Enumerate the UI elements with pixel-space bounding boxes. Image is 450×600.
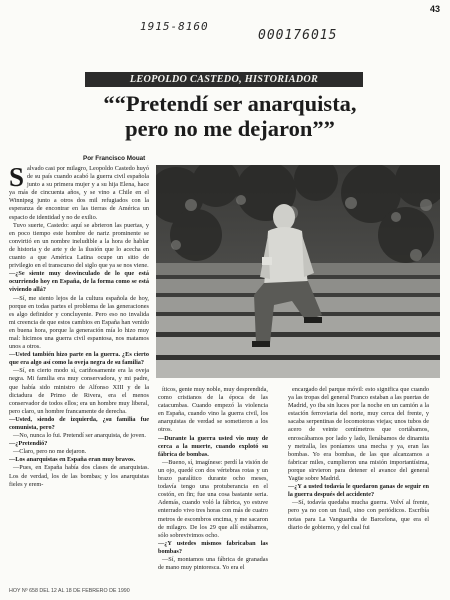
page-number: 43 — [429, 4, 440, 14]
article-paragraph: —No, nunca lo fui. Pretendí ser anarquista, de joven. — [13, 432, 146, 440]
handwritten-note: 1915-8160 — [140, 20, 209, 33]
interview-question: —¿Y a usted todavía le quedaron ganas de seguir en la guerra después del accidente? — [288, 483, 429, 499]
photo-portrait-on-steps — [156, 165, 440, 378]
interview-question: —¿Pretendió? — [9, 440, 48, 448]
article-paragraph: —Sí, montamos una fábrica de granadas de mano muy pintoresca. Yo era el — [158, 555, 268, 572]
interview-question: —¿Se siente muy desvinculado de lo que está ocurriendo hoy en España, de la forma como se está viviendo allá? — [9, 270, 149, 294]
headline — [40, 91, 420, 141]
handwritten-catalog-number: 000176015 — [258, 28, 338, 43]
issue-footer: HOY Nº 658 DEL 12 AL 18 DE FEBRERO DE 1990 — [9, 588, 130, 594]
interview-question: —¿Y ustedes mismos fabricaban las bombas? — [158, 539, 268, 555]
article-paragraph: —Claro, pero no me dejaron. — [13, 448, 87, 456]
article-paragraph: —Sí, me siento lejos de la cultura española de hoy, porque en todas partes el problema de las generaciones es algo definidor y concluyente. Pero eso no invalida mi creencia de que estos cambios en España han venido en buena hora, porque la generación mía lo hizo muy mal: hicimos una guerra civil espantosa, nos matamos unos a otros. — [9, 294, 149, 351]
article-paragraph: Tuvo suerte, Castedo: aquí se abrieron las puertas, y en poco tiempo este hombre de nariz prominente se convirtió en un nombre ineludible a la hora de hablar de historia y de arte y de la ilusión que lo acecha en cuanto a que América Latina ocupe un sitio de privilegio en el transcurso del siglo que ya se nos viene. — [9, 221, 149, 270]
interview-question: —Los anarquistas en España eran muy bravos. — [9, 456, 136, 464]
interview-question: —Durante la guerra usted vio muy de cerca a la muerte, cuando explotó su fábrica de bombas. — [158, 434, 268, 458]
article-paragraph: íticos, gente muy noble, muy desprendida, como cristianos de la época de las catacumbas. Cuando empezó la violencia en España, cuando vino la guerra civil, los anarquistas de verdad se sometieron a los otros. — [158, 386, 268, 434]
article-paragraph: alvado casi por milagro, Leopoldo Castedo huyó de su país cuando acabó la guerra civil española junto a su primera mujer y a su hija Elena, hace ya más de cincuenta años, y se vino a Chile en el Winnipeg junto a otros dos mil refugiados con la esperanza de encontrar en las tierras de América un espacio de identidad y no de exilio. — [9, 165, 149, 221]
byline: Por Francisco Mouat — [83, 155, 146, 162]
article-column-1 — [9, 165, 149, 582]
article-paragraph: —Pues, en España había dos clases de anarquistas. Los de verdad, los de las bombas; y los anarquistas fieles y erem- — [9, 464, 149, 488]
article-column-3 — [288, 386, 429, 584]
interview-question: —Usted, siendo de izquierda, ¿su familia fue comunista, pero? — [9, 415, 149, 431]
article-column-2 — [158, 386, 268, 584]
interview-question: —Usted también hizo parte en la guerra. ¿Es cierto que era algo así como la oveja negra de su familia? — [9, 351, 149, 367]
article-paragraph: —Sí, todavía quedaba mucha guerra. Volví al frente, pero ya no con un fusil, sino con periódicos. Escribía notas para La Vanguardia de Barcelona, que era el diario de gobierno, y del cual fui — [288, 499, 429, 531]
article-photo — [156, 165, 440, 378]
section-banner: LEOPOLDO CASTEDO, HISTORIADOR — [85, 72, 363, 87]
article-paragraph: —Sí, en cierto modo sí, cariñosamente era la oveja negra. Mi familia era muy conservadora, y mi padre, que había sido ministro de Alfonso XIII y de la dictadura de Primo de Rivera, era el menos conservador de todos ellos; era un hombre muy liberal, pero claro, un hombre francamente de derecha. — [9, 367, 149, 415]
drop-cap: S — [9, 165, 25, 192]
article-paragraph: —Bueno, sí, imagínese: perdí la visión de un ojo, quedé con dos vértebras rotas y un brazo paralítico durante ocho meses, todavía tengo una protuberancia en el costón, en fin; fue una cosa bastante seria. Además, cuando voló la fábrica, yo estuve enterrado vivo tres horas con más de cuatro metros de escombros encima, y me sacaron de milagro. De los 29 que allí estábamos, sólo sobrevivimos ocho. — [158, 458, 268, 539]
headline-line-1: ““Pretendí ser anarquista, — [103, 91, 357, 116]
headline-line-2: pero no me dejaron”” — [125, 116, 335, 141]
article-paragraph: encargado del parque móvil: esto significa que cuando ya las tropas del general Franco estaban a las puertas de Madrid, yo iba sin luces por la noche en un camión a la estación ferroviaria del norte, muy cerca del frente, y sacaba serpentinas de locomotoras viejas; unos tubos de acero de veinte centímetros que cortábamos, enroscábamos por lado y lado, llenábamos de dinamita y metralla, les poníamos una mecha y ya, eran las bombas. Yo era bombas, de las que alcanzamos a fabricar miles, cumplieron una misión importantísima, porque sirvieron para detener el avance del general Yagüe sobre Madrid. — [288, 386, 429, 483]
